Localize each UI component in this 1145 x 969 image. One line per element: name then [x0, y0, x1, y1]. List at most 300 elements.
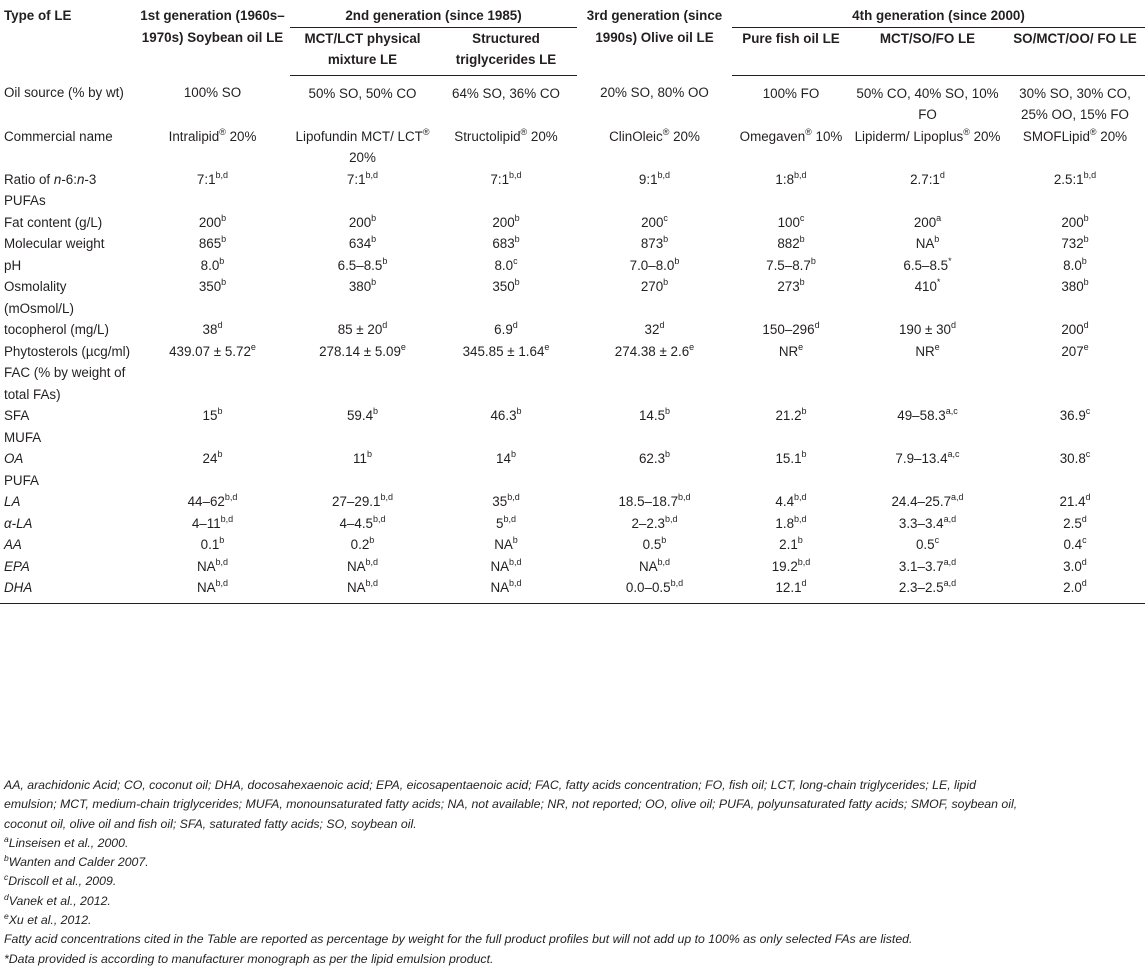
cell-footnote-mark: b: [221, 212, 227, 223]
table-cell: [290, 255, 435, 277]
table-row: [0, 513, 1145, 535]
cell-value: 46.3: [490, 408, 517, 423]
cell-footnote-mark: c: [799, 212, 805, 223]
table-cell: [135, 405, 290, 427]
cell-footnote-mark: b,d: [503, 513, 516, 524]
table-cell: [850, 405, 1005, 427]
cell-value: ClinOleic: [609, 128, 663, 144]
reference-text: Vanek et al., 2012.: [8, 893, 111, 908]
cell-footnote-mark: d: [512, 320, 518, 330]
cell-value: 49–58.3: [897, 408, 946, 423]
cell-value: 50% SO, 50% CO: [308, 85, 417, 101]
table-cell: [732, 212, 850, 234]
cell-value: 27–29.1: [332, 494, 381, 509]
cell-value: NA: [494, 537, 513, 552]
cell-value: 270: [640, 279, 664, 294]
table-cell: [577, 341, 732, 363]
table-cell: [1005, 405, 1145, 427]
table-cell: [850, 448, 1005, 470]
table-cell: [577, 169, 732, 212]
table-cell: [850, 513, 1005, 535]
cell-value-suffix: 20%: [527, 128, 558, 144]
reference-text: Xu et al., 2012.: [8, 913, 92, 928]
header-gen2-mct-lct: MCT/LCT physical mixture LE: [290, 27, 435, 75]
table-cell: [435, 75, 577, 126]
cell-footnote-mark: b: [217, 449, 223, 459]
table-cell: [290, 556, 435, 578]
cell-footnote-mark: b: [665, 449, 671, 459]
cell-value-suffix: 20%: [1096, 128, 1128, 144]
table-cell: [577, 448, 732, 470]
row-label: Ratio of n-6:n-3 PUFAs: [4, 171, 97, 208]
table-cell: [435, 319, 577, 341]
cell-footnote-mark: d: [382, 320, 388, 330]
cell-value: 732: [1061, 236, 1084, 251]
cell-footnote-mark: b: [665, 406, 671, 416]
cell-footnote-mark: ®: [662, 126, 670, 137]
table-cell: [1005, 577, 1145, 603]
cell-footnote-mark: b,d: [794, 169, 807, 180]
reference-mark: e: [4, 911, 9, 922]
table-cell: [135, 126, 290, 169]
cell-footnote-mark: b,d: [215, 556, 229, 567]
row-label: Oil source (% by wt): [4, 85, 124, 100]
cell-footnote-mark: ®: [219, 126, 226, 137]
cell-footnote-mark: b: [1081, 255, 1087, 266]
header-gen2-structured: Structured triglycerides LE: [435, 27, 577, 75]
row-label: LA: [4, 494, 21, 509]
cell-value: NR: [778, 343, 799, 359]
cell-footnote-mark: a,d: [951, 492, 964, 502]
row-label: FAC (% by weight of total FAs): [4, 365, 126, 402]
table-cell: [135, 577, 290, 603]
cell-footnote-mark: a,c: [945, 406, 958, 416]
cell-footnote-mark: b: [801, 406, 807, 416]
cell-footnote-mark: b: [663, 277, 669, 287]
cell-value: 6.5–8.5: [337, 257, 383, 273]
cell-value: 1:8: [775, 171, 795, 187]
cell-footnote-mark: b: [514, 212, 520, 223]
cell-value: 274.38 ± 2.6: [614, 343, 690, 359]
cell-value: 35: [492, 494, 508, 509]
cell-footnote-mark: b: [371, 212, 377, 223]
cell-value: 15.1: [775, 451, 802, 466]
manufacturer-note: *Data provided is according to manufacturer monograph as per the lipid emulsion product.: [4, 951, 494, 966]
table-cell: [135, 255, 290, 277]
table-cell: [577, 233, 732, 255]
cell-value: NA: [346, 580, 366, 595]
cell-value: 278.14 ± 5.09: [319, 343, 401, 359]
cell-footnote-mark: b,d: [657, 556, 671, 567]
table-row: [0, 556, 1145, 578]
table-row: [0, 405, 1145, 427]
cell-footnote-mark: c: [513, 255, 518, 266]
cell-footnote-mark: b,d: [365, 169, 379, 180]
cell-footnote-mark: b: [801, 449, 807, 459]
table-cell: [435, 513, 577, 535]
cell-value: 683: [492, 236, 515, 251]
table-cell: [135, 276, 290, 319]
table-cell: [577, 513, 732, 535]
abbreviations-line-1: AA, arachidonic Acid; CO, coconut oil; DHA, docosahexaenoic acid; EPA, eicosapentaenoic acid; FAC, fatty acids concentration; FO, fish oil; LCT, long-chain triglycerides; LE, lipid: [4, 778, 976, 792]
cell-value: Omegaven: [739, 128, 806, 144]
cell-footnote-mark: b,d: [509, 169, 522, 180]
table-cell: [135, 513, 290, 535]
table-cell: [577, 405, 732, 427]
cell-value-suffix: 20%: [225, 128, 257, 144]
cell-value: 200: [198, 214, 222, 230]
cell-value: 7.5–8.7: [766, 257, 811, 273]
cell-value: NA: [346, 558, 366, 574]
table-cell: [1005, 75, 1145, 126]
cell-value: 100% SO: [183, 85, 242, 100]
cell-footnote-mark: b: [799, 277, 805, 287]
table-cell: [435, 255, 577, 277]
cell-footnote-mark: b,d: [1083, 169, 1097, 180]
cell-value: 1.8: [775, 515, 795, 531]
table-cell: [1005, 212, 1145, 234]
table-cell: [850, 75, 1005, 126]
cell-value: NA: [490, 580, 510, 595]
table-cell: [732, 319, 850, 341]
cell-footnote-mark: e: [400, 341, 406, 352]
cell-footnote-mark: d: [1081, 578, 1087, 588]
cell-value: 2.7:1: [910, 171, 940, 187]
cell-footnote-mark: *: [948, 255, 952, 266]
cell-value: 2.5: [1063, 515, 1082, 531]
cell-footnote-mark: b: [514, 277, 520, 287]
cell-value: 85 ± 20: [337, 322, 383, 337]
table-cell: [135, 169, 290, 212]
reference-note: [4, 911, 1142, 930]
table-cell: [435, 341, 577, 363]
table-cell: [577, 212, 732, 234]
cell-footnote-mark: c: [1085, 406, 1091, 416]
cell-footnote-mark: e: [1083, 341, 1089, 352]
cell-value: 345.85 ± 1.64: [462, 343, 545, 359]
table-cell: [290, 491, 435, 513]
cell-value: 12.1: [775, 580, 802, 595]
cell-value: 50% CO, 40% SO, 10% FO: [856, 85, 999, 122]
reference-note: [4, 892, 1142, 911]
cell-footnote-mark: d: [1085, 492, 1091, 502]
cell-footnote-mark: c: [663, 212, 668, 223]
cell-footnote-mark: ®: [422, 126, 430, 137]
cell-value: 100: [777, 214, 800, 230]
cell-footnote-mark: b: [1083, 212, 1089, 223]
cell-value: 30.8: [1059, 451, 1086, 466]
row-label: AA: [4, 537, 22, 552]
cell-footnote-mark: b,d: [665, 513, 678, 524]
table-cell: [850, 255, 1005, 277]
cell-footnote-mark: a,c: [947, 449, 960, 459]
cell-value: 882: [777, 236, 800, 251]
cell-footnote-mark: b: [371, 234, 377, 244]
cell-footnote-mark: b,d: [224, 492, 238, 502]
cell-value: 7.0–8.0: [629, 257, 675, 273]
cell-footnote-mark: a,d: [943, 556, 957, 567]
cell-value-suffix: 20%: [669, 128, 700, 144]
cell-footnote-mark: e: [934, 341, 940, 352]
cell-value: 200: [1061, 214, 1084, 230]
fatty-acid-note: Fatty acid concentrations cited in the Table are reported as percentage by weight for the full product profiles but will not add up to 100% as only selected FAs are listed.: [4, 932, 913, 947]
empty-cell: [135, 470, 1145, 492]
table-cell: [732, 448, 850, 470]
cell-footnote-mark: c: [1082, 535, 1087, 545]
cell-value: 200: [1061, 322, 1084, 337]
table-row: [0, 169, 1145, 212]
cell-footnote-mark: b: [219, 255, 225, 266]
cell-footnote-mark: b: [799, 234, 805, 244]
cell-footnote-mark: b: [514, 234, 520, 244]
table-cell: [290, 448, 435, 470]
table-cell: [732, 169, 850, 212]
cell-footnote-mark: b: [674, 255, 680, 266]
cell-value: 2.0: [1063, 580, 1082, 595]
cell-footnote-mark: b: [217, 406, 223, 416]
table-row: [0, 255, 1145, 277]
table-cell: [577, 534, 732, 556]
cell-footnote-mark: b: [797, 535, 803, 545]
cell-value: 190 ± 30: [898, 322, 951, 337]
cell-value: 4–4.5: [339, 515, 373, 531]
cell-value: 200: [913, 214, 937, 230]
cell-value: 59.4: [346, 408, 374, 423]
cell-footnote-mark: *: [936, 277, 941, 287]
cell-footnote-mark: a,d: [943, 578, 957, 588]
table-cell: [732, 513, 850, 535]
row-label: pH: [4, 257, 22, 273]
cell-value: 8.0: [494, 257, 514, 273]
table-cell: [135, 556, 290, 578]
table-cell: [1005, 233, 1145, 255]
cell-value: 32: [644, 322, 660, 337]
table-cell: [135, 534, 290, 556]
cell-footnote-mark: d: [951, 320, 957, 330]
table-cell: [732, 577, 850, 603]
table-cell: [1005, 255, 1145, 277]
table-cell: [850, 534, 1005, 556]
table-cell: [1005, 341, 1145, 363]
cell-footnote-mark: d: [801, 578, 807, 588]
cell-value: 7:1: [490, 171, 510, 187]
table-cell: [850, 233, 1005, 255]
cell-footnote-mark: b,d: [797, 556, 811, 567]
table-cell: [1005, 534, 1145, 556]
table-cell: [732, 491, 850, 513]
cell-value: 2–2.3: [631, 515, 665, 531]
cell-footnote-mark: b,d: [509, 578, 522, 588]
row-label: Phytosterols (µcg/ml): [4, 343, 131, 359]
cell-footnote-mark: ®: [963, 126, 970, 137]
table-row: [0, 319, 1145, 341]
cell-footnote-mark: d: [217, 320, 223, 330]
abbreviations-line-2: emulsion; MCT, medium-chain triglycerides; MUFA, monounsaturated fatty acids; NA, not available; NR, not reported; OO, olive oil; PUFA, polyunsaturated fatty acids; SMOF, soybean oil,: [4, 797, 1018, 812]
cell-value-suffix: 20%: [969, 128, 1001, 144]
cell-value: NA: [638, 558, 658, 574]
cell-value: SMOFLipid: [1022, 128, 1090, 144]
header-gen4-so-mct-oo-fo: SO/MCT/OO/ FO LE: [1005, 27, 1145, 75]
cell-value: 62.3: [638, 451, 666, 466]
cell-value: 873: [640, 236, 664, 251]
header-gen3: 3rd generation (since 1990s) Olive oil LE: [586, 8, 723, 45]
cell-value: 21.2: [775, 408, 802, 423]
cell-value: 4.4: [775, 494, 795, 509]
cell-footnote-mark: b,d: [509, 556, 522, 567]
row-label: Molecular weight: [4, 236, 105, 251]
cell-value: 36.9: [1059, 408, 1086, 423]
header-type-of-le: Type of LE: [4, 8, 72, 23]
table-cell: [435, 276, 577, 319]
table-cell: [435, 556, 577, 578]
cell-value: NA: [490, 558, 510, 574]
table-cell: [850, 341, 1005, 363]
cell-footnote-mark: b: [516, 406, 522, 416]
abbreviations-line-3: coconut oil, olive oil and fish oil; SFA, saturated fatty acids; SO, soybean oil.: [4, 816, 417, 831]
cell-footnote-mark: b: [510, 449, 516, 459]
cell-value: 207: [1061, 343, 1084, 359]
table-cell: [850, 212, 1005, 234]
table-cell: [577, 276, 732, 319]
cell-value: 3.1–3.7: [898, 558, 944, 574]
table-cell: [290, 276, 435, 319]
cell-value: 5: [496, 515, 504, 531]
cell-value: 18.5–18.7: [618, 494, 679, 509]
cell-value: 634: [348, 236, 372, 251]
cell-footnote-mark: b: [371, 277, 377, 287]
cell-value: 380: [348, 279, 372, 294]
row-label: EPA: [4, 558, 30, 574]
cell-footnote-mark: b: [382, 255, 388, 266]
cell-value: Intralipid: [168, 128, 220, 144]
row-label: SFA: [4, 408, 30, 423]
cell-footnote-mark: b: [661, 535, 667, 545]
cell-value: Structolipid: [454, 128, 521, 144]
reference-note: [4, 872, 1142, 891]
cell-value: 30% SO, 30% CO, 25% OO, 15% FO: [1019, 85, 1131, 122]
cell-footnote-mark: b,d: [794, 513, 807, 524]
cell-value: 3.3–3.4: [898, 515, 944, 531]
cell-value: 14: [496, 451, 511, 466]
cell-footnote-mark: b: [1083, 234, 1089, 244]
table-cell: [577, 556, 732, 578]
cell-footnote-mark: b: [810, 255, 816, 266]
cell-footnote-mark: b: [219, 535, 225, 545]
table-row: [0, 491, 1145, 513]
table-row: [0, 126, 1145, 169]
cell-value: 0.1: [200, 537, 220, 552]
cell-footnote-mark: d: [1081, 513, 1087, 524]
row-label: Commercial name: [4, 128, 113, 144]
cell-value: 9:1: [638, 171, 658, 187]
table-cell: [577, 319, 732, 341]
cell-footnote-mark: d: [939, 169, 945, 180]
table-row: [0, 427, 1145, 449]
table-cell: [435, 577, 577, 603]
cell-value: 7.9–13.4: [895, 451, 948, 466]
table-cell: [290, 577, 435, 603]
table-cell: [732, 341, 850, 363]
table-cell: [435, 126, 577, 169]
cell-footnote-mark: ®: [805, 126, 812, 137]
reference-text: Linseisen et al., 2000.: [8, 835, 129, 850]
cell-footnote-mark: e: [544, 341, 550, 352]
cell-footnote-mark: b: [221, 234, 227, 244]
table-cell: [435, 405, 577, 427]
cell-footnote-mark: b: [366, 449, 372, 459]
cell-value: 410: [914, 279, 937, 294]
table-row: [0, 233, 1145, 255]
cell-value: 38: [202, 322, 218, 337]
table-row: [0, 341, 1145, 363]
cell-value: 6.5–8.5: [903, 257, 949, 273]
cell-value: 0.2: [350, 537, 370, 552]
reference-note: [4, 834, 1142, 853]
reference-mark: b: [4, 853, 9, 864]
cell-value: 14.5: [638, 408, 666, 423]
table-row: [0, 534, 1145, 556]
cell-value: 8.0: [1063, 257, 1082, 273]
reference-mark: a: [4, 833, 9, 844]
table-cell: [850, 491, 1005, 513]
table-cell: [435, 233, 577, 255]
cell-footnote-mark: a,d: [943, 513, 957, 524]
table-cell: [1005, 169, 1145, 212]
empty-cell: [135, 427, 1145, 449]
cell-footnote-mark: b: [221, 277, 227, 287]
table-cell: [850, 577, 1005, 603]
row-label: PUFA: [4, 472, 39, 488]
cell-value: 273: [777, 279, 800, 294]
cell-value: 21.4: [1059, 494, 1086, 509]
cell-value: 100% FO: [762, 85, 820, 101]
table-footnotes: [4, 776, 1142, 969]
cell-footnote-mark: b: [373, 406, 379, 416]
table-cell: [850, 126, 1005, 169]
cell-value: 350: [492, 279, 515, 294]
cell-footnote-mark: c: [934, 535, 940, 545]
cell-value: 439.07 ± 5.72: [169, 343, 251, 359]
table-cell: [290, 405, 435, 427]
reference-mark: c: [4, 872, 9, 883]
table-cell: [435, 448, 577, 470]
table-cell: [435, 169, 577, 212]
header-gen2: 2nd generation (since 1985): [290, 0, 577, 27]
cell-footnote-mark: b,d: [215, 169, 229, 180]
cell-footnote-mark: e: [689, 341, 695, 352]
empty-cell: [135, 362, 1145, 405]
reference-text: Wanten and Calder 2007.: [8, 855, 149, 870]
table-cell: [732, 126, 850, 169]
cell-footnote-mark: b,d: [365, 556, 379, 567]
cell-value: Lipiderm/ Lipoplus: [854, 128, 964, 144]
table-cell: [135, 491, 290, 513]
table-cell: [290, 341, 435, 363]
table-cell: [1005, 513, 1145, 535]
table-cell: [290, 169, 435, 212]
cell-value: NA: [915, 236, 935, 251]
table-cell: [290, 513, 435, 535]
cell-value-suffix: 20%: [349, 150, 376, 165]
cell-value: 64% SO, 36% CO: [452, 85, 560, 101]
cell-footnote-mark: b,d: [373, 513, 386, 524]
table-cell: [135, 212, 290, 234]
cell-value: 200: [492, 214, 515, 230]
cell-footnote-mark: e: [250, 341, 256, 352]
cell-value: 7:1: [346, 171, 366, 187]
table-cell: [577, 75, 732, 126]
cell-value: 6.9: [494, 322, 513, 337]
